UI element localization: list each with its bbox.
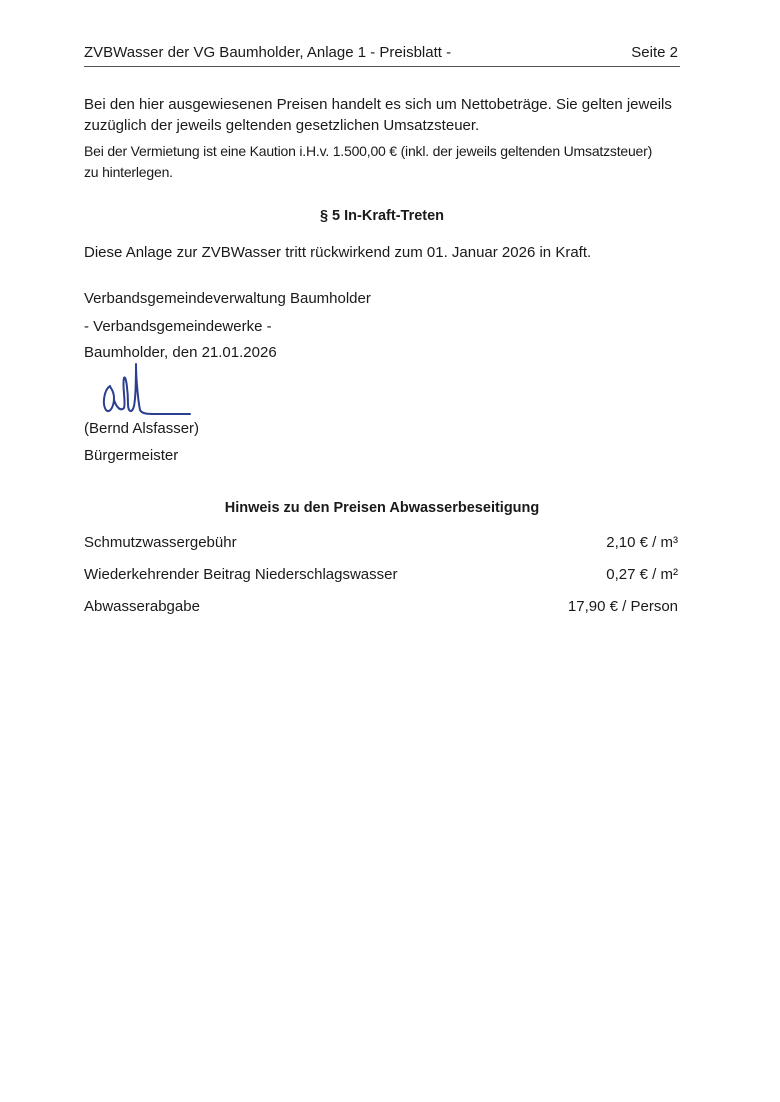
price-value: 2,10 € / m³ [606,534,678,551]
price-row [84,534,680,556]
deposit-line-1: Bei der Vermietung ist eine Kaution i.H.v. 1.500,00 € (inkl. der jeweils geltenden Umsatzsteuer) [84,143,653,159]
page-header [84,44,680,67]
price-value: 17,90 € / Person [567,598,678,615]
signature-place-date: Baumholder, den 21.01.2026 [84,344,277,361]
net-prices-line-1: Bei den hier ausgewiesenen Preisen handelt es sich um Nettobeträge. Sie gelten jeweils [84,96,672,113]
net-prices-paragraph [84,94,684,136]
signature-org: Verbandsgemeindeverwaltung Baumholder [84,290,371,307]
net-prices-line-2: zuzüglich der jeweils geltenden gesetzlichen Umsatzsteuer. [84,117,480,134]
price-row [84,566,680,588]
price-label: Schmutzwassergebühr [84,534,237,551]
price-value: 0,27 € / m² [606,566,678,583]
page-number: Seite 2 [631,44,678,61]
section-5-heading: § 5 In-Kraft-Treten [319,208,445,224]
section-5-text: Diese Anlage zur ZVBWasser tritt rückwirkend zum 01. Januar 2026 in Kraft. [84,244,592,261]
signatory-name: (Bernd Alsfasser) [84,420,200,437]
price-label: Abwasserabgabe [84,598,200,615]
price-row [84,598,680,620]
wastewater-heading: Hinweis zu den Preisen Abwasserbeseitigung [224,500,540,516]
handwritten-signature [96,356,196,420]
signatory-role: Bürgermeister [84,447,179,464]
header-title: ZVBWasser der VG Baumholder, Anlage 1 - Preisblatt - [84,44,452,61]
deposit-paragraph [84,141,684,183]
signature-dept: - Verbandsgemeindewerke - [84,318,272,335]
price-label: Wiederkehrender Beitrag Niederschlagswasser [84,566,398,583]
deposit-line-2: zu hinterlegen. [84,164,173,180]
